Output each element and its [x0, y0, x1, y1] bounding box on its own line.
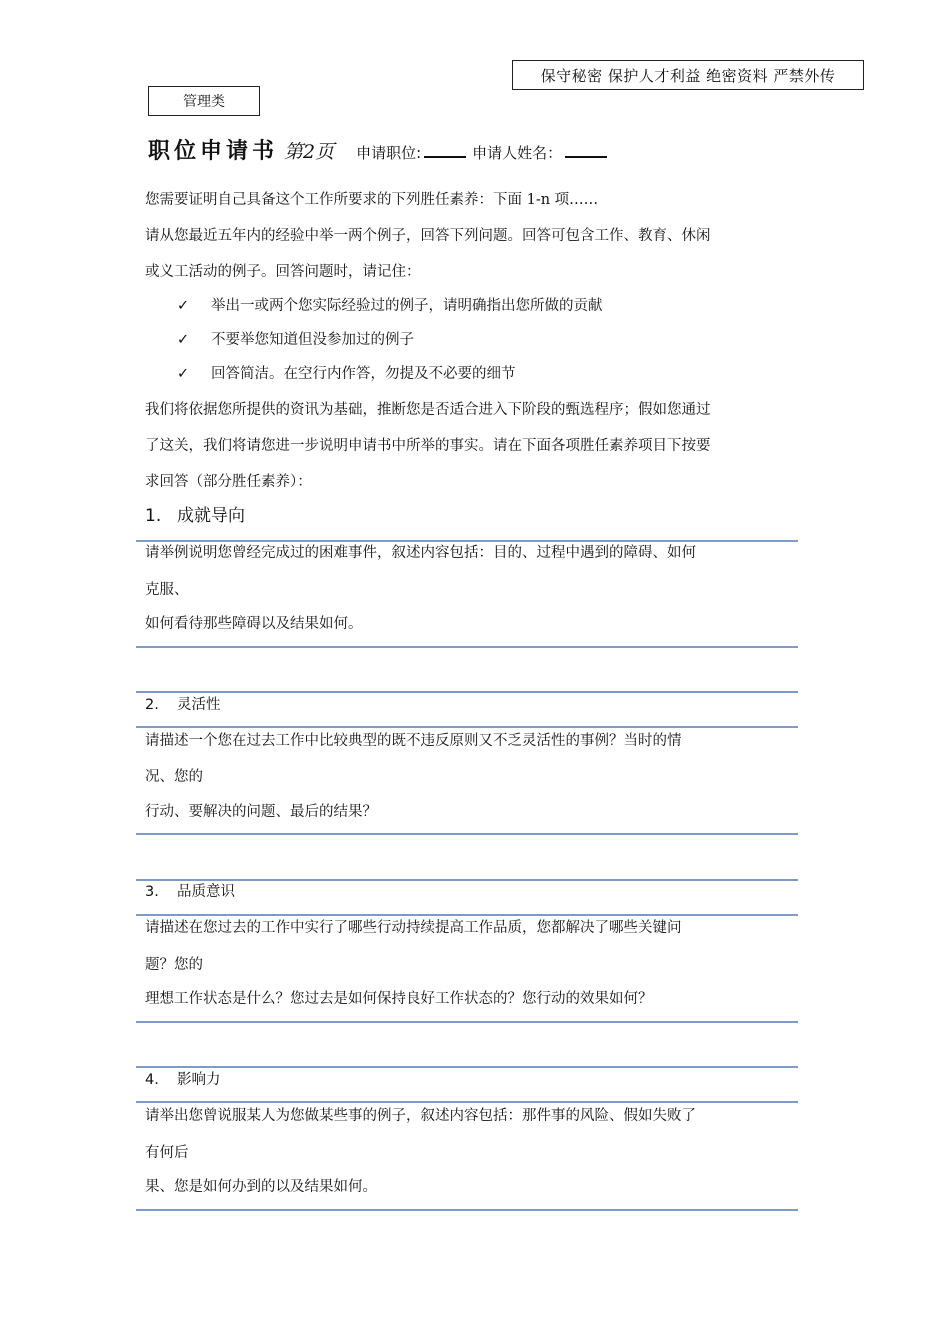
section-heading [145, 505, 245, 527]
section-number: 1. [145, 506, 162, 526]
question-line: 行动、要解决的问题、最后的结果？ [145, 804, 377, 820]
document-title: 职位申请书 [148, 138, 279, 164]
section-title: 灵活性 [177, 697, 221, 713]
section-title: 品质意识 [177, 884, 235, 900]
applicant-blank[interactable] [565, 140, 607, 158]
position-blank[interactable] [424, 140, 466, 158]
checkmark-icon: ✓ [177, 332, 190, 348]
section-title: 成就导向 [177, 506, 245, 526]
checkmark-icon: ✓ [177, 298, 190, 314]
question-line: 请举例说明您曾经完成过的困难事件，叙述内容包括：目的、过程中遇到的障碍、如何 [145, 545, 696, 561]
checklist-text: 回答简洁。在空行内作答，勿提及不必要的细节 [211, 366, 516, 382]
question-line: 理想工作状态是什么？您过去是如何保持良好工作状态的？您行动的效果如何？ [145, 991, 653, 1007]
question-line: 请举出您曾说服某人为您做某些事的例子，叙述内容包括：那件事的风险、假如失败了 [145, 1108, 696, 1124]
divider [136, 726, 798, 728]
closing-line: 我们将依据您所提供的资讯为基础，推断您是否适合进入下阶段的甄选程序；假如您通过 [145, 402, 711, 418]
question-line: 请描述一个您在过去工作中比较典型的既不违反原则又不乏灵活性的事例？当时的情 [145, 733, 682, 749]
question-line: 题？您的 [145, 957, 203, 973]
section-heading [145, 695, 221, 715]
question-line: 克服、 [145, 582, 189, 598]
title-row [148, 134, 607, 168]
answer-line[interactable] [136, 833, 798, 835]
answer-line[interactable] [136, 691, 798, 693]
checklist-text: 举出一或两个您实际经验过的例子，请明确指出您所做的贡献 [211, 298, 603, 314]
confidential-notice: 保守秘密 保护人才利益 绝密资料 严禁外传 [512, 60, 864, 90]
position-field[interactable] [356, 140, 466, 163]
section-heading [145, 1070, 221, 1090]
checklist-item [177, 364, 516, 384]
divider [136, 1101, 798, 1103]
section-number: 2. [145, 697, 159, 713]
intro-line: 您需要证明自己具备这个工作所要求的下列胜任素养：下面 1-n 项…… [145, 192, 599, 208]
answer-line[interactable] [136, 879, 798, 881]
checkmark-icon: ✓ [177, 366, 190, 382]
position-label: 申请职位: [356, 144, 422, 162]
closing-line: 了这关，我们将请您进一步说明申请书中所举的事实。请在下面各项胜任素养项目下按要 [145, 438, 711, 454]
checklist-item [177, 296, 603, 316]
page-number: 第2页 [284, 141, 335, 163]
checklist-text: 不要举您知道但没参加过的例子 [211, 332, 414, 348]
applicant-field[interactable] [472, 140, 607, 163]
checklist-item [177, 330, 414, 350]
section-number: 3. [145, 884, 159, 900]
section-heading [145, 882, 235, 902]
answer-line[interactable] [136, 646, 798, 648]
question-line: 请描述在您过去的工作中实行了哪些行动持续提高工作品质，您都解决了哪些关键问 [145, 920, 682, 936]
question-line: 如何看待那些障碍以及结果如何。 [145, 616, 363, 632]
section-number: 4. [145, 1072, 159, 1088]
question-line: 果、您是如何办到的以及结果如何。 [145, 1179, 377, 1195]
answer-line[interactable] [136, 1209, 798, 1211]
section-title: 影响力 [177, 1072, 221, 1088]
answer-line[interactable] [136, 1066, 798, 1068]
closing-line: 求回答（部分胜任素养）： [145, 474, 312, 490]
divider [136, 914, 798, 916]
category-label: 管理类 [148, 86, 260, 116]
question-line: 有何后 [145, 1145, 189, 1161]
divider [136, 540, 798, 542]
intro-line: 或义工活动的例子。回答问题时，请记住： [145, 264, 421, 280]
intro-line: 请从您最近五年内的经验中举一两个例子，回答下列问题。回答可包含工作、教育、休闲 [145, 228, 711, 244]
answer-line[interactable] [136, 1021, 798, 1023]
question-line: 况、您的 [145, 769, 203, 785]
applicant-label: 申请人姓名： [472, 144, 563, 162]
